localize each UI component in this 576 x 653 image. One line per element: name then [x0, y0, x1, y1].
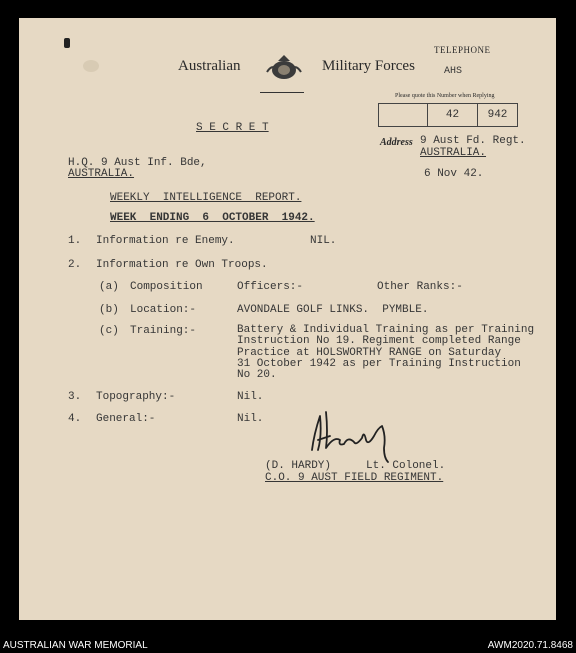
- document-paper: [19, 18, 556, 620]
- report-title: WEEKLY INTELLIGENCE REPORT.: [110, 192, 302, 204]
- footer-right-id: AWM2020.71.8468: [487, 640, 573, 651]
- item-1-number: 1.: [68, 235, 82, 247]
- reference-number-boxes: [378, 103, 518, 127]
- item-3-label: Topography:-: [96, 391, 176, 403]
- ref-box-3: 942: [478, 103, 518, 127]
- address-label: Address: [380, 137, 413, 148]
- recipient-line-2: AUSTRALIA.: [68, 168, 135, 180]
- ref-box-1: [378, 103, 428, 127]
- item-3-number: 3.: [68, 391, 82, 403]
- report-subtitle: WEEK ENDING 6 OCTOBER 1942.: [110, 212, 315, 224]
- telephone-value: AHS: [444, 66, 463, 77]
- coat-of-arms-crest-icon: [264, 52, 304, 87]
- item-2-number: 2.: [68, 259, 82, 271]
- item-1-label: Information re Enemy.: [96, 235, 235, 247]
- item-2a-label: Composition: [130, 281, 203, 293]
- item-2c-number: (c): [99, 325, 119, 337]
- item-3-value: Nil.: [237, 391, 264, 403]
- training-line-1: Battery & Individual Training as per Training: [237, 324, 535, 336]
- recipient-line-1: H.Q. 9 Aust Inf. Bde,: [68, 157, 207, 169]
- letterhead-right-word: Military Forces: [322, 58, 415, 74]
- item-2c-label: Training:-: [130, 325, 197, 337]
- item-4-value: Nil.: [237, 413, 264, 425]
- letterhead-left-word: Australian: [178, 58, 241, 74]
- training-line-5: No 20.: [237, 369, 277, 381]
- quote-note: Please quote this Number when Replying: [395, 93, 495, 99]
- item-2a-other-ranks: Other Ranks:-: [377, 281, 463, 293]
- item-4-label: General:-: [96, 413, 156, 425]
- training-line-2: Instruction No 19. Regiment completed Range: [237, 335, 521, 347]
- address-line-1: 9 Aust Fd. Regt.: [420, 135, 526, 147]
- signatory-title: C.O. 9 AUST FIELD REGIMENT.: [265, 472, 444, 484]
- ref-box-2: 42: [428, 103, 478, 127]
- footer-left-credit: AUSTRALIAN WAR MEMORIAL: [3, 640, 148, 651]
- signatory-rank: Lt. Colonel.: [366, 460, 446, 472]
- item-2-label: Information re Own Troops.: [96, 259, 268, 271]
- letter-date: 6 Nov 42.: [424, 168, 484, 180]
- training-line-3: Practice at HOLSWORTHY RANGE on Saturday: [237, 347, 502, 359]
- telephone-label: TELEPHONE: [434, 45, 491, 55]
- address-line-2: AUSTRALIA.: [420, 147, 487, 159]
- letterhead-rule: [260, 92, 304, 93]
- item-2b-label: Location:-: [130, 304, 197, 316]
- secret-classification: S E C R E T: [196, 122, 269, 134]
- item-2b-number: (b): [99, 304, 119, 316]
- item-1-value: NIL.: [310, 235, 337, 247]
- item-4-number: 4.: [68, 413, 82, 425]
- signatory-name: (D. HARDY): [265, 460, 332, 472]
- training-line-4: 31 October 1942 as per Training Instruction: [237, 358, 521, 370]
- punch-hole-mark: [64, 38, 70, 48]
- item-2b-value: AVONDALE GOLF LINKS. PYMBLE.: [237, 304, 429, 316]
- item-2a-officers: Officers:-: [237, 281, 304, 293]
- item-2a-number: (a): [99, 281, 119, 293]
- stain-mark: [83, 60, 99, 72]
